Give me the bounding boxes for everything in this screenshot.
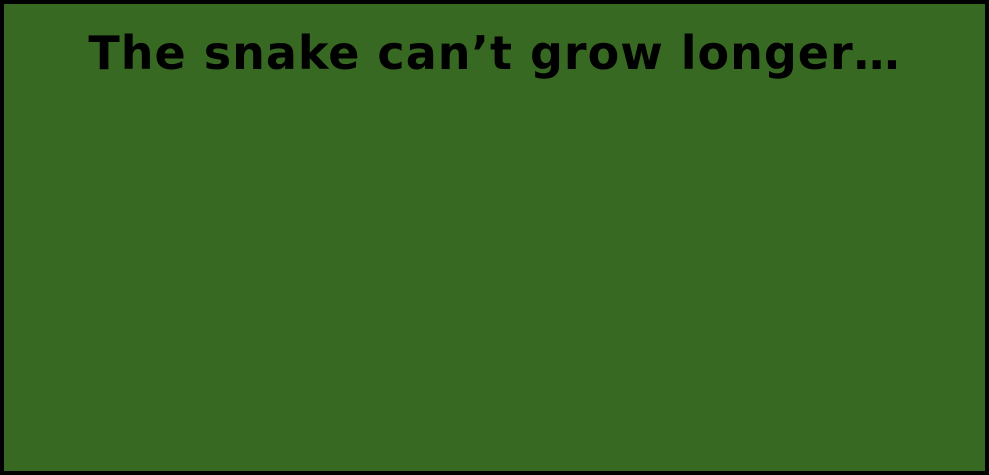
- game-over-message: The snake can’t grow longer…: [88, 26, 901, 80]
